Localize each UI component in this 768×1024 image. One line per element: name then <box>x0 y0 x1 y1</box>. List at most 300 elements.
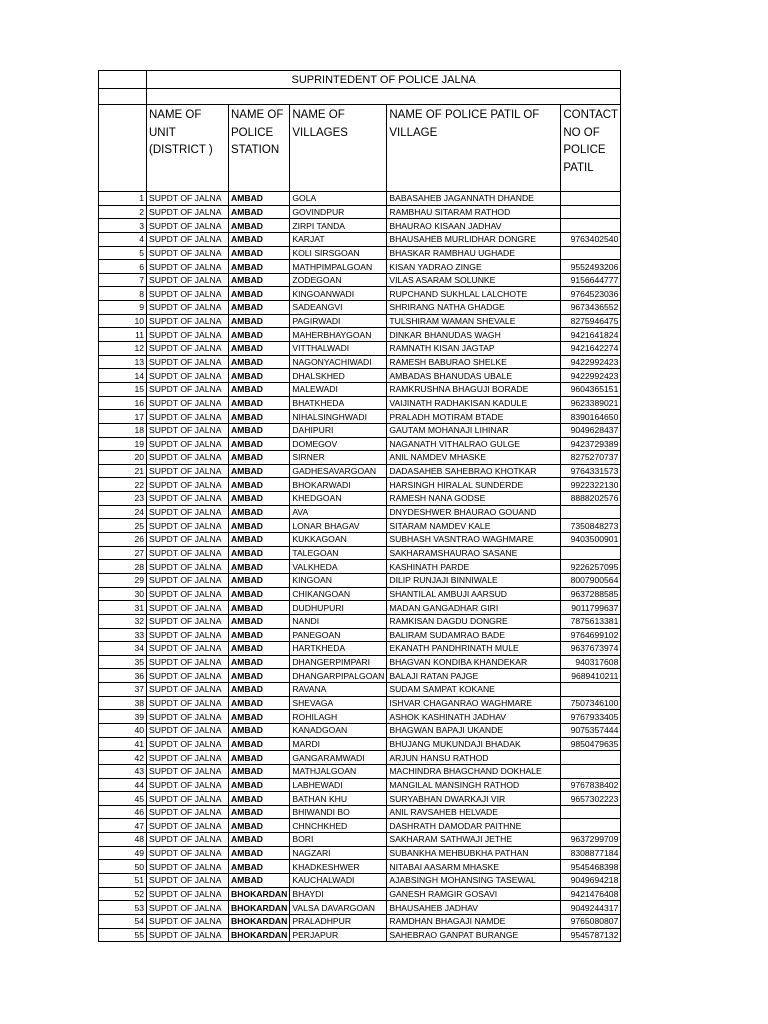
station-cell: AMBAD <box>229 396 290 410</box>
table-row <box>99 860 621 874</box>
serial-cell: 4 <box>99 232 147 246</box>
table-row <box>99 232 621 246</box>
contact-cell: 9545468398 <box>561 860 621 874</box>
table-row <box>99 710 621 724</box>
patil-cell: RAMBHAU SITARAM RATHOD <box>387 205 561 219</box>
serial-cell: 52 <box>99 887 147 901</box>
contact-cell: 9423729389 <box>561 437 621 451</box>
patil-cell: SAKHARAM SATHWAJI JETHE <box>387 833 561 847</box>
header-row <box>99 105 621 192</box>
contact-cell <box>561 683 621 697</box>
contact-cell: 9545787132 <box>561 928 621 942</box>
unit-cell: SUPDT OF JALNA <box>147 914 229 928</box>
serial-cell: 6 <box>99 260 147 274</box>
table-row <box>99 723 621 737</box>
contact-cell: 9765080807 <box>561 914 621 928</box>
unit-cell: SUPDT OF JALNA <box>147 860 229 874</box>
patil-cell: HARSINGH HIRALAL SUNDERDE <box>387 478 561 492</box>
village-cell: ZODEGOAN <box>290 273 387 287</box>
serial-cell: 34 <box>99 642 147 656</box>
station-cell: AMBAD <box>229 587 290 601</box>
serial-cell: 30 <box>99 587 147 601</box>
unit-cell: SUPDT OF JALNA <box>147 601 229 615</box>
station-cell: AMBAD <box>229 519 290 533</box>
patil-cell: RAMKISAN DAGDU DONGRE <box>387 614 561 628</box>
serial-cell: 15 <box>99 382 147 396</box>
station-cell: AMBAD <box>229 546 290 560</box>
unit-cell: SUPDT OF JALNA <box>147 410 229 424</box>
patil-cell: SAHEBRAO GANPAT BURANGE <box>387 928 561 942</box>
contact-cell: 7875613381 <box>561 614 621 628</box>
village-cell: GANGARAMWADI <box>290 751 387 765</box>
contact-cell: 9689410211 <box>561 669 621 683</box>
station-cell: AMBAD <box>229 751 290 765</box>
serial-cell: 50 <box>99 860 147 874</box>
serial-cell: 41 <box>99 737 147 751</box>
unit-cell: SUPDT OF JALNA <box>147 805 229 819</box>
contact-cell: 9657302223 <box>561 792 621 806</box>
title-row <box>99 71 621 89</box>
patil-cell: AMBADAS BHANUDAS UBALE <box>387 369 561 383</box>
station-cell: AMBAD <box>229 478 290 492</box>
patil-cell: DASHRATH DAMODAR PAITHNE <box>387 819 561 833</box>
contact-cell <box>561 205 621 219</box>
unit-cell: SUPDT OF JALNA <box>147 587 229 601</box>
station-cell: AMBAD <box>229 860 290 874</box>
table-row <box>99 478 621 492</box>
table-row <box>99 587 621 601</box>
unit-cell: SUPDT OF JALNA <box>147 492 229 506</box>
patil-cell: VAIJINATH RADHAKISAN KADULE <box>387 396 561 410</box>
village-cell: HARTKHEDA <box>290 642 387 656</box>
patil-cell: BALAJI RATAN PAJGE <box>387 669 561 683</box>
unit-cell: SUPDT OF JALNA <box>147 478 229 492</box>
station-cell: AMBAD <box>229 833 290 847</box>
station-cell: AMBAD <box>229 219 290 233</box>
table-row <box>99 342 621 356</box>
patil-cell: ANIL RAVSAHEB HELVADE <box>387 805 561 819</box>
patil-cell: BHAGWAN BAPAJI UKANDE <box>387 723 561 737</box>
patil-cell: SAKHARAMSHAURAO SASANE <box>387 546 561 560</box>
contact-cell: 9552493206 <box>561 260 621 274</box>
unit-cell: SUPDT OF JALNA <box>147 874 229 888</box>
contact-cell <box>561 764 621 778</box>
table-row <box>99 874 621 888</box>
contact-cell: 9763402540 <box>561 232 621 246</box>
contact-cell: 9421476408 <box>561 887 621 901</box>
table-row <box>99 355 621 369</box>
patil-cell: SHRIRANG NATHA GHADGE <box>387 301 561 315</box>
unit-cell: SUPDT OF JALNA <box>147 342 229 356</box>
serial-cell: 44 <box>99 778 147 792</box>
contact-cell: 9764523036 <box>561 287 621 301</box>
unit-cell: SUPDT OF JALNA <box>147 533 229 547</box>
serial-cell: 24 <box>99 505 147 519</box>
village-cell: BORI <box>290 833 387 847</box>
village-cell: SADEANGVI <box>290 301 387 315</box>
table-row <box>99 546 621 560</box>
station-cell: AMBAD <box>229 492 290 506</box>
station-cell: AMBAD <box>229 369 290 383</box>
village-cell: PANEGOAN <box>290 628 387 642</box>
contact-cell: 9637299709 <box>561 833 621 847</box>
serial-cell: 42 <box>99 751 147 765</box>
unit-cell: SUPDT OF JALNA <box>147 683 229 697</box>
contact-cell: 9421642274 <box>561 342 621 356</box>
village-cell: KANADGOAN <box>290 723 387 737</box>
village-cell: PAGIRWADI <box>290 314 387 328</box>
station-cell: AMBAD <box>229 792 290 806</box>
serial-cell: 55 <box>99 928 147 942</box>
village-cell: KARJAT <box>290 232 387 246</box>
unit-cell: SUPDT OF JALNA <box>147 464 229 478</box>
unit-cell: SUPDT OF JALNA <box>147 792 229 806</box>
village-cell: KOLI SIRSGOAN <box>290 246 387 260</box>
village-cell: KINGOANWADI <box>290 287 387 301</box>
village-cell: MATHPIMPALGOAN <box>290 260 387 274</box>
village-cell: GOVINDPUR <box>290 205 387 219</box>
patil-cell: RAMESH BABURAO SHELKE <box>387 355 561 369</box>
village-cell: KHADKESHWER <box>290 860 387 874</box>
serial-cell: 11 <box>99 328 147 342</box>
table-row <box>99 628 621 642</box>
table-row <box>99 437 621 451</box>
table-row <box>99 573 621 587</box>
unit-cell: SUPDT OF JALNA <box>147 451 229 465</box>
serial-cell: 22 <box>99 478 147 492</box>
station-cell: AMBAD <box>229 301 290 315</box>
unit-cell: SUPDT OF JALNA <box>147 628 229 642</box>
station-cell: AMBAD <box>229 723 290 737</box>
village-cell: GOLA <box>290 192 387 206</box>
table-row <box>99 642 621 656</box>
village-cell: LONAR BHAGAV <box>290 519 387 533</box>
unit-cell: SUPDT OF JALNA <box>147 205 229 219</box>
contact-cell: 9767838402 <box>561 778 621 792</box>
table-row <box>99 914 621 928</box>
station-cell: AMBAD <box>229 710 290 724</box>
contact-cell: 9226257095 <box>561 560 621 574</box>
station-cell: AMBAD <box>229 355 290 369</box>
contact-cell: 9922322130 <box>561 478 621 492</box>
unit-cell: SUPDT OF JALNA <box>147 737 229 751</box>
patil-cell: DINKAR BHANUDAS WAGH <box>387 328 561 342</box>
village-cell: CHIKANGOAN <box>290 587 387 601</box>
patil-cell: ARJUN HANSU RATHOD <box>387 751 561 765</box>
patil-cell: MADAN GANGADHAR GIRI <box>387 601 561 615</box>
village-cell: PRALADHPUR <box>290 914 387 928</box>
table-row <box>99 246 621 260</box>
unit-cell: SUPDT OF JALNA <box>147 751 229 765</box>
serial-cell: 38 <box>99 696 147 710</box>
patil-cell: GAUTAM MOHANAJI LIHINAR <box>387 423 561 437</box>
unit-cell: SUPDT OF JALNA <box>147 219 229 233</box>
table-row <box>99 301 621 315</box>
serial-cell: 21 <box>99 464 147 478</box>
station-cell: AMBAD <box>229 314 290 328</box>
patil-cell: SUBHASH VASNTRAO WAGHMARE <box>387 533 561 547</box>
unit-cell: SUPDT OF JALNA <box>147 655 229 669</box>
unit-cell: SUPDT OF JALNA <box>147 546 229 560</box>
unit-cell: SUPDT OF JALNA <box>147 669 229 683</box>
village-cell: KINGOAN <box>290 573 387 587</box>
unit-cell: SUPDT OF JALNA <box>147 437 229 451</box>
unit-cell: SUPDT OF JALNA <box>147 573 229 587</box>
table-row <box>99 382 621 396</box>
table-row <box>99 764 621 778</box>
patil-cell: GANESH RAMGIR GOSAVI <box>387 887 561 901</box>
serial-cell: 1 <box>99 192 147 206</box>
station-cell: AMBAD <box>229 614 290 628</box>
patil-cell: BHAURAO KISAAN JADHAV <box>387 219 561 233</box>
contact-cell: 9637673974 <box>561 642 621 656</box>
patil-cell: BHAGVAN KONDIBA KHANDEKAR <box>387 655 561 669</box>
village-cell: DHANGARPIPALGOAN <box>290 669 387 683</box>
station-cell: AMBAD <box>229 328 290 342</box>
patil-cell: TULSHIRAM WAMAN SHEVALE <box>387 314 561 328</box>
serial-cell: 9 <box>99 301 147 315</box>
patil-cell: RAMKRUSHNA BHAGUJI BORADE <box>387 382 561 396</box>
station-cell: AMBAD <box>229 423 290 437</box>
contact-cell: 9637288585 <box>561 587 621 601</box>
table-row <box>99 696 621 710</box>
station-cell: AMBAD <box>229 642 290 656</box>
unit-cell: SUPDT OF JALNA <box>147 328 229 342</box>
station-cell: AMBAD <box>229 342 290 356</box>
village-cell: NAGONYACHIWADI <box>290 355 387 369</box>
header-unit: NAME OF UNIT (DISTRICT ) <box>147 105 229 192</box>
serial-cell: 33 <box>99 628 147 642</box>
contact-cell: 940317608 <box>561 655 621 669</box>
patil-cell: SITARAM NAMDEV KALE <box>387 519 561 533</box>
patil-cell: BABASAHEB JAGANNATH DHANDE <box>387 192 561 206</box>
village-cell: DAHIPURI <box>290 423 387 437</box>
village-cell: MALEWADI <box>290 382 387 396</box>
station-cell: AMBAD <box>229 764 290 778</box>
patil-cell: KASHINATH PARDE <box>387 560 561 574</box>
village-cell: GADHESAVARGOAN <box>290 464 387 478</box>
unit-cell: SUPDT OF JALNA <box>147 642 229 656</box>
serial-cell: 10 <box>99 314 147 328</box>
table-row <box>99 260 621 274</box>
patil-cell: RAMESH NANA GODSE <box>387 492 561 506</box>
village-cell: VALKHEDA <box>290 560 387 574</box>
unit-cell: SUPDT OF JALNA <box>147 232 229 246</box>
patil-cell: RAMDHAN BHAGAJI NAMDE <box>387 914 561 928</box>
patil-cell: ANIL NAMDEV MHASKE <box>387 451 561 465</box>
serial-cell: 39 <box>99 710 147 724</box>
contact-cell: 9764331573 <box>561 464 621 478</box>
table-row <box>99 887 621 901</box>
unit-cell: SUPDT OF JALNA <box>147 710 229 724</box>
serial-cell: 47 <box>99 819 147 833</box>
village-cell: BATHAN KHU <box>290 792 387 806</box>
patil-cell: RAMNATH KISAN JAGTAP <box>387 342 561 356</box>
serial-cell: 23 <box>99 492 147 506</box>
table-row <box>99 805 621 819</box>
unit-cell: SUPDT OF JALNA <box>147 696 229 710</box>
table-row <box>99 833 621 847</box>
patil-cell: PRALADH MOTIRAM BTADE <box>387 410 561 424</box>
table-row <box>99 492 621 506</box>
table-row <box>99 273 621 287</box>
contact-cell <box>561 819 621 833</box>
table-row <box>99 819 621 833</box>
village-cell: DHALSKHED <box>290 369 387 383</box>
village-cell: DUDHUPURI <box>290 601 387 615</box>
serial-cell: 26 <box>99 533 147 547</box>
table-row <box>99 328 621 342</box>
serial-cell: 5 <box>99 246 147 260</box>
unit-cell: SUPDT OF JALNA <box>147 260 229 274</box>
contact-cell <box>561 546 621 560</box>
unit-cell: SUPDT OF JALNA <box>147 846 229 860</box>
table-row <box>99 737 621 751</box>
table-row <box>99 614 621 628</box>
contact-cell: 8888202576 <box>561 492 621 506</box>
unit-cell: SUPDT OF JALNA <box>147 246 229 260</box>
table-row <box>99 683 621 697</box>
table-row <box>99 192 621 206</box>
contact-cell: 9623389021 <box>561 396 621 410</box>
station-cell: AMBAD <box>229 192 290 206</box>
station-cell: AMBAD <box>229 696 290 710</box>
unit-cell: SUPDT OF JALNA <box>147 423 229 437</box>
patil-cell: SUDAM SAMPAT KOKANE <box>387 683 561 697</box>
station-cell: BHOKARDAN <box>229 928 290 942</box>
village-cell: TALEGOAN <box>290 546 387 560</box>
unit-cell: SUPDT OF JALNA <box>147 396 229 410</box>
serial-cell: 8 <box>99 287 147 301</box>
contact-cell: 7507346100 <box>561 696 621 710</box>
patil-cell: MANGILAL MANSINGH RATHOD <box>387 778 561 792</box>
table-row <box>99 396 621 410</box>
contact-cell: 9604365151 <box>561 382 621 396</box>
table-row <box>99 314 621 328</box>
station-cell: AMBAD <box>229 655 290 669</box>
unit-cell: SUPDT OF JALNA <box>147 287 229 301</box>
serial-cell: 46 <box>99 805 147 819</box>
station-cell: AMBAD <box>229 669 290 683</box>
table-row <box>99 901 621 915</box>
serial-cell: 37 <box>99 683 147 697</box>
station-cell: AMBAD <box>229 246 290 260</box>
serial-cell: 54 <box>99 914 147 928</box>
serial-cell: 28 <box>99 560 147 574</box>
station-cell: AMBAD <box>229 560 290 574</box>
contact-cell: 9422992423 <box>561 369 621 383</box>
station-cell: AMBAD <box>229 437 290 451</box>
contact-cell <box>561 751 621 765</box>
station-cell: AMBAD <box>229 533 290 547</box>
patil-cell: NAGANATH VITHALRAO GULGE <box>387 437 561 451</box>
serial-cell: 14 <box>99 369 147 383</box>
patil-cell: VILAS ASARAM SOLUNKE <box>387 273 561 287</box>
serial-cell: 19 <box>99 437 147 451</box>
header-patil: NAME OF POLICE PATIL OF VILLAGE <box>387 105 561 192</box>
serial-cell: 48 <box>99 833 147 847</box>
contact-cell <box>561 192 621 206</box>
table-row <box>99 410 621 424</box>
station-cell: AMBAD <box>229 273 290 287</box>
serial-cell: 27 <box>99 546 147 560</box>
unit-cell: SUPDT OF JALNA <box>147 928 229 942</box>
serial-cell: 17 <box>99 410 147 424</box>
unit-cell: SUPDT OF JALNA <box>147 519 229 533</box>
patil-cell: SHANTILAL AMBUJI AARSUD <box>387 587 561 601</box>
station-cell: AMBAD <box>229 778 290 792</box>
serial-cell: 45 <box>99 792 147 806</box>
village-cell: ROHILAGH <box>290 710 387 724</box>
village-cell: BHOKARWADI <box>290 478 387 492</box>
serial-cell: 25 <box>99 519 147 533</box>
village-cell: NANDI <box>290 614 387 628</box>
village-cell: MATHJALGOAN <box>290 764 387 778</box>
serial-cell: 18 <box>99 423 147 437</box>
table-row <box>99 928 621 942</box>
serial-cell: 12 <box>99 342 147 356</box>
serial-cell: 3 <box>99 219 147 233</box>
village-cell: CHNCHKHED <box>290 819 387 833</box>
village-cell: VALSA DAVARGOAN <box>290 901 387 915</box>
contact-cell <box>561 505 621 519</box>
contact-cell: 9422992423 <box>561 355 621 369</box>
station-cell: AMBAD <box>229 505 290 519</box>
village-cell: BHIWANDI BO <box>290 805 387 819</box>
contact-cell <box>561 805 621 819</box>
unit-cell: SUPDT OF JALNA <box>147 192 229 206</box>
station-cell: AMBAD <box>229 451 290 465</box>
patil-cell: AJABSINGH MOHANSING TASEWAL <box>387 874 561 888</box>
patil-cell: BALIRAM SUDAMRAO BADE <box>387 628 561 642</box>
village-cell: PERJAPUR <box>290 928 387 942</box>
contact-cell <box>561 246 621 260</box>
table-row <box>99 505 621 519</box>
unit-cell: SUPDT OF JALNA <box>147 723 229 737</box>
contact-cell: 9049244317 <box>561 901 621 915</box>
contact-cell: 9421641824 <box>561 328 621 342</box>
unit-cell: SUPDT OF JALNA <box>147 819 229 833</box>
station-cell: BHOKARDAN <box>229 887 290 901</box>
unit-cell: SUPDT OF JALNA <box>147 833 229 847</box>
patil-cell: SUBANKHA MEHBUBKHA PATHAN <box>387 846 561 860</box>
contact-cell: 9049628437 <box>561 423 621 437</box>
patil-cell: BHUJANG MUKUNDAJI BHADAK <box>387 737 561 751</box>
contact-cell: 9673436552 <box>561 301 621 315</box>
table-row <box>99 846 621 860</box>
serial-cell: 40 <box>99 723 147 737</box>
serial-cell: 49 <box>99 846 147 860</box>
unit-cell: SUPDT OF JALNA <box>147 887 229 901</box>
station-cell: BHOKARDAN <box>229 914 290 928</box>
sheet-title: SUPRINTEDENT OF POLICE JALNA <box>147 71 621 89</box>
serial-cell: 13 <box>99 355 147 369</box>
serial-cell: 51 <box>99 874 147 888</box>
serial-cell: 35 <box>99 655 147 669</box>
contact-cell: 9403500901 <box>561 533 621 547</box>
unit-cell: SUPDT OF JALNA <box>147 614 229 628</box>
village-cell: DOMEGOV <box>290 437 387 451</box>
table-row <box>99 219 621 233</box>
table-row <box>99 287 621 301</box>
contact-cell: 9049694218 <box>561 874 621 888</box>
station-cell: AMBAD <box>229 805 290 819</box>
village-cell: RAVANA <box>290 683 387 697</box>
unit-cell: SUPDT OF JALNA <box>147 301 229 315</box>
unit-cell: SUPDT OF JALNA <box>147 764 229 778</box>
village-cell: NIHALSINGHWADI <box>290 410 387 424</box>
serial-cell: 16 <box>99 396 147 410</box>
